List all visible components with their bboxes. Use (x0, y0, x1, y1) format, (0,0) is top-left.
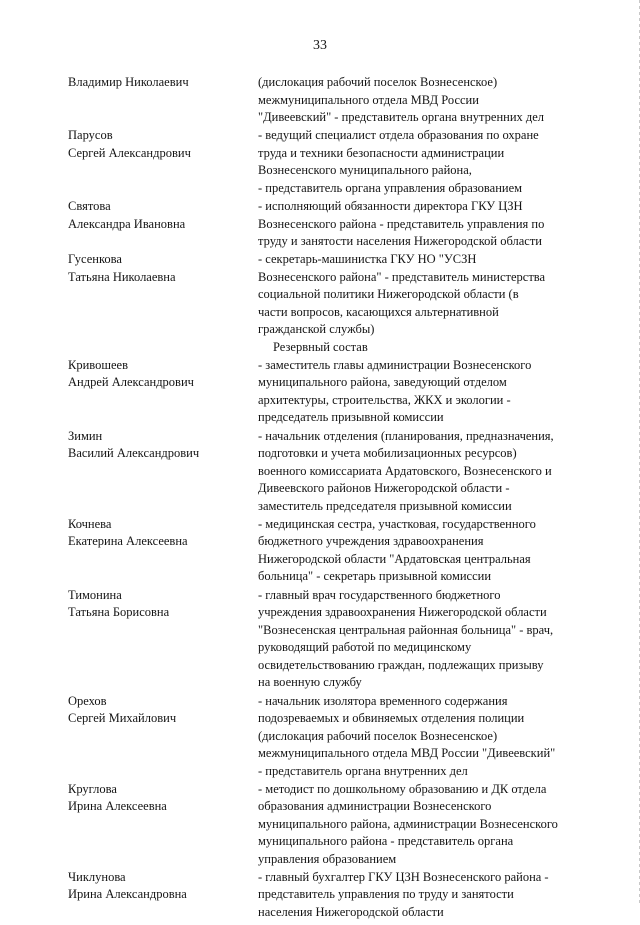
name-line: Екатерина Алексеевна (68, 534, 188, 548)
position-line: Нижегородской области "Ардатовская центральная (258, 551, 531, 566)
position-line: военного комиссариата Ардатовского, Вознесенского и (258, 463, 552, 478)
member-position (258, 357, 590, 427)
position-line: социальной политики Нижегородской области (в (258, 287, 519, 301)
member-entry (0, 127, 640, 198)
position-line: - заместитель главы администрации Вознесенского (258, 357, 532, 372)
member-name (68, 428, 250, 463)
position-line: учреждения здравоохранения Нижегородской области (258, 605, 547, 619)
name-line: Ирина Алексеевна (68, 799, 167, 813)
name-line: Василий Александрович (68, 446, 200, 460)
position-line: - начальник отделения (планирования, предназначения, (258, 428, 554, 443)
position-line: "Вознесенская центральная районная больница" - врач, (258, 622, 554, 637)
position-line: части вопросов, касающихся альтернативной (258, 304, 499, 319)
position-line: населения Нижегородской области (258, 904, 444, 919)
name-line: Татьяна Борисовна (68, 605, 170, 619)
position-line: Вознесенского района" - представитель министерства (258, 269, 546, 284)
member-name (68, 357, 250, 392)
member-entry (0, 74, 640, 127)
position-line: - исполняющий обязанности директора ГКУ ЦЗН (258, 199, 523, 213)
name-line: Гусенкова (68, 252, 122, 266)
position-line: управления образованием (258, 851, 397, 866)
position-line: подготовки и учета мобилизационных ресурсов) (258, 446, 517, 460)
member-name (68, 516, 250, 551)
member-position (258, 587, 590, 692)
position-line: больница" - секретарь призывной комиссии (258, 569, 492, 583)
position-line: председатель призывной комиссии (258, 410, 444, 424)
position-line: представитель управления по труду и занятости (258, 887, 514, 901)
position-line: - ведущий специалист отдела образования по охране (258, 128, 539, 142)
name-line: Орехов (68, 693, 107, 708)
position-line: Вознесенского муниципального района, (258, 163, 472, 177)
position-line: труду и занятости населения Нижегородской области (258, 234, 542, 248)
name-line: Круглова (68, 781, 117, 796)
member-name (68, 781, 250, 816)
name-line: Ирина Александровна (68, 887, 187, 901)
member-list (0, 74, 640, 925)
name-line: Татьяна Николаевна (68, 269, 176, 284)
member-position (258, 781, 590, 869)
position-line: заместитель председателя призывной комиссии (258, 498, 512, 513)
member-position (258, 869, 590, 922)
member-name (68, 869, 250, 904)
member-entry (0, 198, 640, 251)
name-line: Сергей Александрович (68, 145, 191, 160)
position-line: образования администрации Вознесенского (258, 799, 492, 813)
member-name (68, 127, 250, 162)
member-position (258, 693, 590, 781)
member-entry (0, 693, 640, 781)
position-line: - представитель органа внутренних дел (258, 763, 468, 778)
member-name (68, 198, 250, 233)
position-line: "Дивеевский" - представитель органа внутренних дел (258, 110, 545, 124)
position-line: - медицинская сестра, участковая, государственного (258, 516, 536, 531)
position-line: гражданской службы) (258, 322, 375, 336)
position-line: - методист по дошкольному образованию и ДК отдела (258, 781, 547, 796)
name-line: Сергей Михайлович (68, 711, 177, 725)
position-line: - главный бухгалтер ГКУ ЦЗН Вознесенского района - (258, 869, 549, 884)
member-entry (0, 869, 640, 925)
name-line: Чиклунова (68, 869, 126, 884)
member-entry (0, 428, 640, 516)
position-line: (дислокация рабочий поселок Вознесенское) (258, 75, 498, 89)
page-number: 33 (313, 38, 327, 53)
name-line: Парусов (68, 128, 113, 142)
name-line: Андрей Александрович (68, 375, 194, 389)
position-line: Дивеевского районов Нижегородской области - (258, 481, 510, 495)
name-line: Александра Ивановна (68, 216, 186, 231)
name-line: Тимонина (68, 587, 122, 602)
member-name (68, 251, 250, 286)
reserve-heading: Резервный состав (273, 340, 368, 354)
member-position (258, 74, 590, 127)
position-line: на военную службу (258, 675, 362, 689)
position-line: - представитель органа управления образованием (258, 180, 523, 195)
member-position (258, 516, 590, 586)
member-entry (0, 251, 640, 339)
member-name (68, 74, 250, 92)
position-line: подозреваемых и обвиняемых отделения полиции (258, 711, 525, 725)
member-position (258, 428, 590, 516)
name-line: Владимир Николаевич (68, 75, 189, 89)
position-line: муниципального района, заведующий отделом (258, 375, 507, 389)
member-entry (0, 357, 640, 428)
member-entry (0, 781, 640, 869)
position-line: (дислокация рабочий поселок Вознесенское) (258, 728, 498, 743)
position-line: руководящий работой по медицинскому (258, 640, 472, 654)
member-name (68, 693, 250, 728)
position-line: - начальник изолятора временного содержания (258, 693, 508, 708)
name-line: Зимин (68, 428, 103, 443)
member-position (258, 127, 590, 197)
position-line: межмуниципального отдела МВД России "Дивеевский" (258, 746, 556, 760)
member-position (258, 251, 590, 339)
position-line: Вознесенского района - представитель управления по (258, 216, 545, 231)
position-line: межмуниципального отдела МВД России (258, 92, 479, 107)
position-line: труда и техники безопасности администрации (258, 145, 505, 160)
member-entry (0, 516, 640, 587)
member-name (68, 587, 250, 622)
position-line: - секретарь-машинистка ГКУ НО "УСЗН (258, 252, 477, 266)
name-line: Кочнева (68, 516, 112, 531)
position-line: муниципального района - представитель органа (258, 834, 514, 848)
name-line: Святова (68, 199, 111, 213)
name-line: Кривошеев (68, 357, 128, 372)
position-line: бюджетного учреждения здравоохранения (258, 534, 484, 548)
position-line: архитектуры, строительства, ЖКХ и экологии - (258, 392, 511, 407)
position-line: освидетельствованию граждан, подлежащих призыву (258, 657, 544, 672)
member-entry (0, 587, 640, 693)
position-line: муниципального района, администрации Вознесенского (258, 816, 558, 831)
position-line: - главный врач государственного бюджетного (258, 587, 501, 602)
member-position (258, 198, 590, 251)
